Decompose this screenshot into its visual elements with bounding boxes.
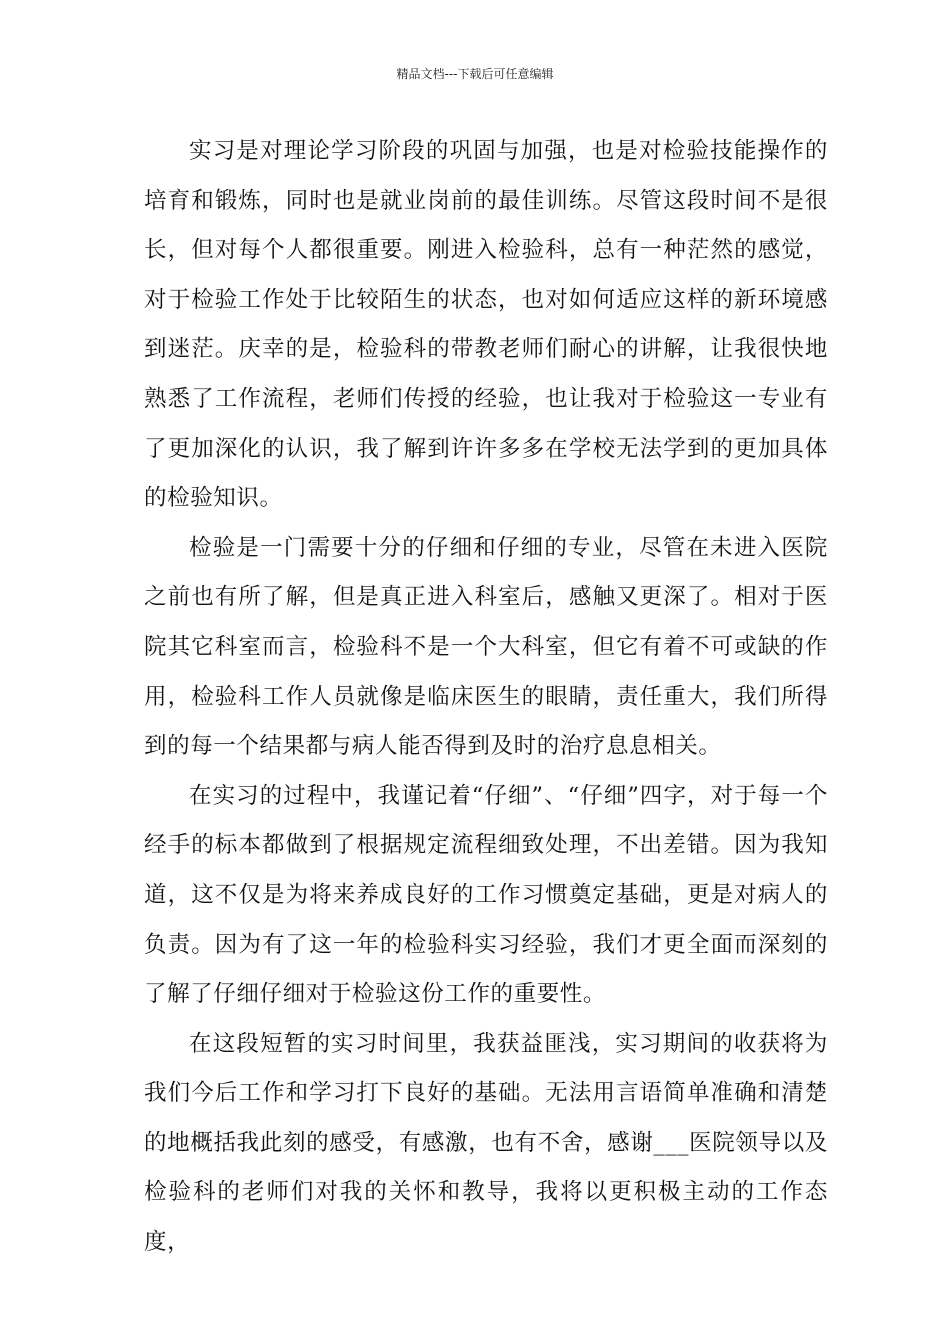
paragraph-lab-importance: 检验是一门需要十分的仔细和仔细的专业，尽管在未进入医院之前也有所了解，但是真正进入科室后，感触又更深了。相对于医院其它科室而言，检验科不是一个大科室，但它有着不可或缺的作用，检验科工作人员就像是临床医生的眼睛，责任重大，我们所得到的每一个结果都与病人能否得到及时的治疗息息相关。 <box>144 534 828 760</box>
paragraph-internship-significance: 实习是对理论学习阶段的巩固与加强，也是对检验技能操作的培育和锻炼，同时也是就业岗前的最佳训练。尽管这段时间不是很长，但对每个人都很重要。刚进入检验科，总有一种茫然的感觉，对于检验工作处于比较陌生的状态，也对如何适应这样的新环境感到迷茫。庆幸的是，检验科的带教老师们耐心的讲解，让我很快地熟悉了工作流程，老师们传授的经验，也让我对于检验这一专业有了更加深化的认识，我了解到许许多多在学校无法学到的更加具体的检验知识。 <box>144 138 828 512</box>
page-header: 精品文档---下载后可任意编辑 <box>396 67 554 81</box>
document-body <box>144 127 828 1268</box>
paragraph-carefulness: 在实习的过程中，我谨记着“仔细”、“仔细”四字，对于每一个经手的标本都做到了根据规定流程细致处理，不出差错。因为我知道，这不仅是为将来养成良好的工作习惯奠定基础，更是对病人的负责。因为有了这一年的检验科实习经验，我们才更全面而深刻的了解了仔细仔细对于检验这份工作的重要性。 <box>144 782 828 1008</box>
paragraph-gratitude: 在这段短暂的实习时间里，我获益匪浅，实习期间的收获将为我们今后工作和学习打下良好的基础。无法用言语简单准确和清楚的地概括我此刻的感受，有感激，也有不舍，感谢___医院领导以及检验科的老师们对我的关怀和教导，我将以更积极主动的工作态度， <box>144 1030 828 1256</box>
